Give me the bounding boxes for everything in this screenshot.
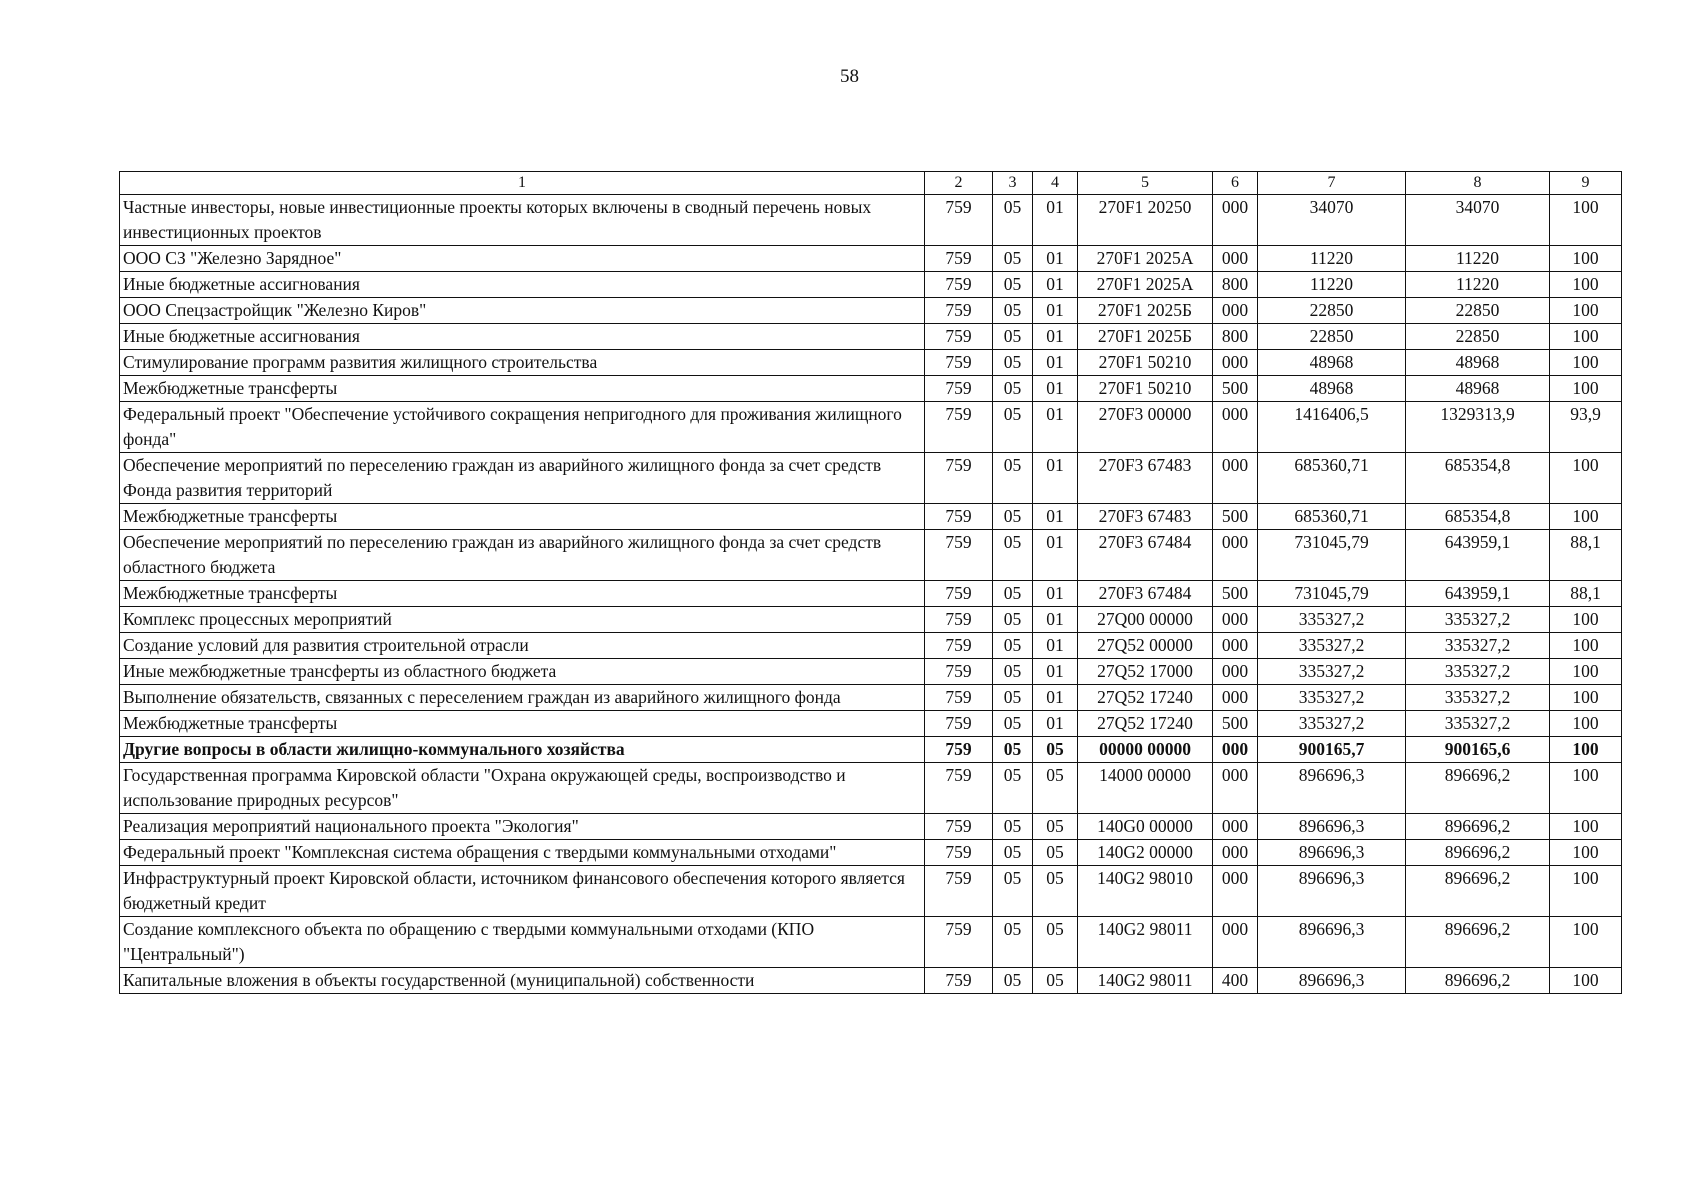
code-expense-type: 500 <box>1213 376 1258 402</box>
code-admin: 759 <box>925 195 993 246</box>
code-admin: 759 <box>925 298 993 324</box>
code-section: 05 <box>993 298 1033 324</box>
percent-executed: 100 <box>1550 917 1622 968</box>
code-subsection: 01 <box>1033 607 1078 633</box>
code-target-article: 140G2 00000 <box>1078 840 1213 866</box>
code-section: 05 <box>993 633 1033 659</box>
amount-planned: 335327,2 <box>1258 711 1406 737</box>
percent-executed: 100 <box>1550 324 1622 350</box>
amount-planned: 896696,3 <box>1258 968 1406 994</box>
code-subsection: 01 <box>1033 504 1078 530</box>
amount-planned: 22850 <box>1258 298 1406 324</box>
row-name: Обеспечение мероприятий по переселению граждан из аварийного жилищного фонда за счет средств областного бюджета <box>120 530 925 581</box>
code-section: 05 <box>993 711 1033 737</box>
code-expense-type: 000 <box>1213 814 1258 840</box>
amount-executed: 1329313,9 <box>1406 402 1550 453</box>
amount-planned: 1416406,5 <box>1258 402 1406 453</box>
code-admin: 759 <box>925 530 993 581</box>
amount-planned: 34070 <box>1258 195 1406 246</box>
row-name: Федеральный проект "Комплексная система обращения с твердыми коммунальными отходами" <box>120 840 925 866</box>
row-name: Создание комплексного объекта по обращению с твердыми коммунальными отходами (КПО "Центральный") <box>120 917 925 968</box>
code-expense-type: 000 <box>1213 195 1258 246</box>
code-subsection: 01 <box>1033 530 1078 581</box>
code-admin: 759 <box>925 737 993 763</box>
table-row <box>120 195 1622 246</box>
code-target-article: 270F3 67483 <box>1078 453 1213 504</box>
code-expense-type: 000 <box>1213 737 1258 763</box>
code-expense-type: 000 <box>1213 607 1258 633</box>
percent-executed: 100 <box>1550 453 1622 504</box>
code-expense-type: 400 <box>1213 968 1258 994</box>
header-col-5: 5 <box>1078 172 1213 195</box>
amount-planned: 48968 <box>1258 350 1406 376</box>
table-row <box>120 504 1622 530</box>
row-name: Государственная программа Кировской области "Охрана окружающей среды, воспроизводство и использование природных ресурсов" <box>120 763 925 814</box>
code-section: 05 <box>993 504 1033 530</box>
row-name: Иные межбюджетные трансферты из областного бюджета <box>120 659 925 685</box>
code-section: 05 <box>993 763 1033 814</box>
code-admin: 759 <box>925 402 993 453</box>
code-target-article: 140G2 98010 <box>1078 866 1213 917</box>
table-row <box>120 763 1622 814</box>
code-target-article: 270F3 67484 <box>1078 581 1213 607</box>
amount-executed: 335327,2 <box>1406 607 1550 633</box>
code-expense-type: 500 <box>1213 581 1258 607</box>
code-subsection: 01 <box>1033 402 1078 453</box>
code-section: 05 <box>993 350 1033 376</box>
code-subsection: 01 <box>1033 195 1078 246</box>
amount-executed: 22850 <box>1406 324 1550 350</box>
code-subsection: 01 <box>1033 350 1078 376</box>
row-name: Инфраструктурный проект Кировской области, источником финансового обеспечения которого является бюджетный кредит <box>120 866 925 917</box>
code-subsection: 01 <box>1033 685 1078 711</box>
percent-executed: 100 <box>1550 298 1622 324</box>
amount-planned: 335327,2 <box>1258 685 1406 711</box>
code-expense-type: 800 <box>1213 272 1258 298</box>
code-target-article: 27Q52 17000 <box>1078 659 1213 685</box>
code-section: 05 <box>993 272 1033 298</box>
code-subsection: 01 <box>1033 633 1078 659</box>
percent-executed: 100 <box>1550 814 1622 840</box>
code-expense-type: 000 <box>1213 453 1258 504</box>
code-target-article: 14000 00000 <box>1078 763 1213 814</box>
code-admin: 759 <box>925 866 993 917</box>
row-name: Капитальные вложения в объекты государственной (муниципальной) собственности <box>120 968 925 994</box>
row-name: Федеральный проект "Обеспечение устойчивого сокращения непригодного для проживания жилищного фонда" <box>120 402 925 453</box>
code-admin: 759 <box>925 763 993 814</box>
code-expense-type: 000 <box>1213 530 1258 581</box>
code-admin: 759 <box>925 272 993 298</box>
row-name: Иные бюджетные ассигнования <box>120 324 925 350</box>
header-col-4: 4 <box>1033 172 1078 195</box>
table-row <box>120 350 1622 376</box>
code-admin: 759 <box>925 350 993 376</box>
code-expense-type: 000 <box>1213 350 1258 376</box>
code-section: 05 <box>993 737 1033 763</box>
row-name: Иные бюджетные ассигнования <box>120 272 925 298</box>
amount-executed: 48968 <box>1406 350 1550 376</box>
table-body <box>120 195 1622 994</box>
table-row <box>120 298 1622 324</box>
code-admin: 759 <box>925 453 993 504</box>
code-subsection: 05 <box>1033 968 1078 994</box>
page-number: 58 <box>840 66 859 87</box>
percent-executed: 100 <box>1550 968 1622 994</box>
code-section: 05 <box>993 685 1033 711</box>
table-row <box>120 324 1622 350</box>
code-target-article: 270F1 2025Б <box>1078 324 1213 350</box>
row-name: Реализация мероприятий национального проекта "Экология" <box>120 814 925 840</box>
code-subsection: 05 <box>1033 840 1078 866</box>
code-expense-type: 500 <box>1213 711 1258 737</box>
table-row <box>120 866 1622 917</box>
budget-table <box>119 171 1622 994</box>
amount-executed: 11220 <box>1406 246 1550 272</box>
code-target-article: 270F3 00000 <box>1078 402 1213 453</box>
percent-executed: 100 <box>1550 607 1622 633</box>
table-row <box>120 737 1622 763</box>
code-admin: 759 <box>925 917 993 968</box>
table-row <box>120 246 1622 272</box>
code-subsection: 01 <box>1033 246 1078 272</box>
amount-planned: 335327,2 <box>1258 659 1406 685</box>
table-row <box>120 633 1622 659</box>
code-subsection: 01 <box>1033 272 1078 298</box>
percent-executed: 100 <box>1550 840 1622 866</box>
percent-executed: 93,9 <box>1550 402 1622 453</box>
percent-executed: 100 <box>1550 195 1622 246</box>
row-name: Межбюджетные трансферты <box>120 376 925 402</box>
row-name: Выполнение обязательств, связанных с переселением граждан из аварийного жилищного фонда <box>120 685 925 711</box>
code-section: 05 <box>993 530 1033 581</box>
percent-executed: 100 <box>1550 376 1622 402</box>
table-row <box>120 685 1622 711</box>
code-section: 05 <box>993 866 1033 917</box>
code-admin: 759 <box>925 711 993 737</box>
amount-planned: 731045,79 <box>1258 530 1406 581</box>
amount-planned: 685360,71 <box>1258 504 1406 530</box>
percent-executed: 100 <box>1550 633 1622 659</box>
code-admin: 759 <box>925 814 993 840</box>
amount-executed: 335327,2 <box>1406 633 1550 659</box>
percent-executed: 100 <box>1550 350 1622 376</box>
amount-executed: 685354,8 <box>1406 504 1550 530</box>
code-target-article: 27Q52 17240 <box>1078 711 1213 737</box>
code-subsection: 05 <box>1033 866 1078 917</box>
code-subsection: 01 <box>1033 376 1078 402</box>
table-row <box>120 402 1622 453</box>
code-section: 05 <box>993 840 1033 866</box>
table-row <box>120 530 1622 581</box>
table-row <box>120 659 1622 685</box>
percent-executed: 100 <box>1550 272 1622 298</box>
code-subsection: 01 <box>1033 581 1078 607</box>
amount-executed: 896696,2 <box>1406 968 1550 994</box>
amount-executed: 896696,2 <box>1406 917 1550 968</box>
code-admin: 759 <box>925 581 993 607</box>
header-col-2: 2 <box>925 172 993 195</box>
row-name: Межбюджетные трансферты <box>120 581 925 607</box>
table-row <box>120 917 1622 968</box>
code-section: 05 <box>993 968 1033 994</box>
amount-planned: 685360,71 <box>1258 453 1406 504</box>
code-target-article: 270F1 50210 <box>1078 350 1213 376</box>
code-expense-type: 000 <box>1213 685 1258 711</box>
amount-planned: 896696,3 <box>1258 917 1406 968</box>
code-admin: 759 <box>925 324 993 350</box>
amount-planned: 335327,2 <box>1258 633 1406 659</box>
amount-planned: 731045,79 <box>1258 581 1406 607</box>
code-subsection: 05 <box>1033 763 1078 814</box>
header-col-7: 7 <box>1258 172 1406 195</box>
amount-executed: 22850 <box>1406 298 1550 324</box>
header-col-8: 8 <box>1406 172 1550 195</box>
code-expense-type: 000 <box>1213 298 1258 324</box>
row-name: Комплекс процессных мероприятий <box>120 607 925 633</box>
code-admin: 759 <box>925 685 993 711</box>
amount-planned: 896696,3 <box>1258 814 1406 840</box>
amount-planned: 48968 <box>1258 376 1406 402</box>
code-expense-type: 500 <box>1213 504 1258 530</box>
code-section: 05 <box>993 607 1033 633</box>
code-admin: 759 <box>925 246 993 272</box>
code-expense-type: 000 <box>1213 917 1258 968</box>
code-admin: 759 <box>925 633 993 659</box>
table-row <box>120 376 1622 402</box>
code-section: 05 <box>993 324 1033 350</box>
amount-executed: 11220 <box>1406 272 1550 298</box>
code-section: 05 <box>993 917 1033 968</box>
header-col-3: 3 <box>993 172 1033 195</box>
amount-executed: 896696,2 <box>1406 763 1550 814</box>
code-target-article: 270F1 2025Б <box>1078 298 1213 324</box>
header-row <box>120 172 1622 195</box>
code-target-article: 140G2 98011 <box>1078 917 1213 968</box>
amount-executed: 900165,6 <box>1406 737 1550 763</box>
code-admin: 759 <box>925 504 993 530</box>
percent-executed: 100 <box>1550 246 1622 272</box>
code-expense-type: 000 <box>1213 402 1258 453</box>
code-subsection: 01 <box>1033 298 1078 324</box>
code-target-article: 27Q52 00000 <box>1078 633 1213 659</box>
amount-executed: 685354,8 <box>1406 453 1550 504</box>
percent-executed: 100 <box>1550 737 1622 763</box>
code-subsection: 01 <box>1033 324 1078 350</box>
code-admin: 759 <box>925 659 993 685</box>
amount-planned: 896696,3 <box>1258 866 1406 917</box>
row-name: Межбюджетные трансферты <box>120 504 925 530</box>
row-name: ООО Спецзастройщик "Железно Киров" <box>120 298 925 324</box>
code-section: 05 <box>993 246 1033 272</box>
code-section: 05 <box>993 659 1033 685</box>
header-col-9: 9 <box>1550 172 1622 195</box>
row-name: Другие вопросы в области жилищно-коммунального хозяйства <box>120 737 925 763</box>
percent-executed: 100 <box>1550 685 1622 711</box>
code-subsection: 05 <box>1033 814 1078 840</box>
code-subsection: 05 <box>1033 917 1078 968</box>
code-expense-type: 800 <box>1213 324 1258 350</box>
table-row <box>120 581 1622 607</box>
percent-executed: 88,1 <box>1550 581 1622 607</box>
amount-planned: 11220 <box>1258 246 1406 272</box>
amount-executed: 896696,2 <box>1406 866 1550 917</box>
code-section: 05 <box>993 814 1033 840</box>
code-target-article: 270F1 2025А <box>1078 272 1213 298</box>
amount-executed: 896696,2 <box>1406 814 1550 840</box>
code-target-article: 27Q00 00000 <box>1078 607 1213 633</box>
header-col-6: 6 <box>1213 172 1258 195</box>
code-target-article: 270F1 50210 <box>1078 376 1213 402</box>
code-target-article: 140G2 98011 <box>1078 968 1213 994</box>
code-expense-type: 000 <box>1213 633 1258 659</box>
code-target-article: 27Q52 17240 <box>1078 685 1213 711</box>
code-target-article: 270F1 20250 <box>1078 195 1213 246</box>
amount-executed: 335327,2 <box>1406 685 1550 711</box>
code-admin: 759 <box>925 840 993 866</box>
code-section: 05 <box>993 376 1033 402</box>
table-row <box>120 711 1622 737</box>
amount-executed: 34070 <box>1406 195 1550 246</box>
amount-executed: 48968 <box>1406 376 1550 402</box>
percent-executed: 100 <box>1550 866 1622 917</box>
code-expense-type: 000 <box>1213 246 1258 272</box>
code-target-article: 270F3 67483 <box>1078 504 1213 530</box>
row-name: Обеспечение мероприятий по переселению граждан из аварийного жилищного фонда за счет средств Фонда развития территорий <box>120 453 925 504</box>
code-expense-type: 000 <box>1213 763 1258 814</box>
row-name: Частные инвесторы, новые инвестиционные проекты которых включены в сводный перечень новых инвестиционных проектов <box>120 195 925 246</box>
code-target-article: 270F3 67484 <box>1078 530 1213 581</box>
table-row <box>120 607 1622 633</box>
row-name: ООО СЗ "Железно Зарядное" <box>120 246 925 272</box>
amount-executed: 643959,1 <box>1406 581 1550 607</box>
amount-executed: 896696,2 <box>1406 840 1550 866</box>
row-name: Межбюджетные трансферты <box>120 711 925 737</box>
table-row <box>120 840 1622 866</box>
row-name: Стимулирование программ развития жилищного строительства <box>120 350 925 376</box>
code-subsection: 01 <box>1033 659 1078 685</box>
code-admin: 759 <box>925 376 993 402</box>
code-subsection: 05 <box>1033 737 1078 763</box>
code-section: 05 <box>993 453 1033 504</box>
code-target-article: 00000 00000 <box>1078 737 1213 763</box>
table-row <box>120 453 1622 504</box>
percent-executed: 100 <box>1550 504 1622 530</box>
percent-executed: 100 <box>1550 711 1622 737</box>
code-expense-type: 000 <box>1213 659 1258 685</box>
percent-executed: 100 <box>1550 763 1622 814</box>
code-admin: 759 <box>925 607 993 633</box>
amount-planned: 896696,3 <box>1258 840 1406 866</box>
code-subsection: 01 <box>1033 711 1078 737</box>
header-col-1: 1 <box>120 172 925 195</box>
code-subsection: 01 <box>1033 453 1078 504</box>
row-name: Создание условий для развития строительной отрасли <box>120 633 925 659</box>
amount-executed: 335327,2 <box>1406 659 1550 685</box>
amount-planned: 335327,2 <box>1258 607 1406 633</box>
code-section: 05 <box>993 581 1033 607</box>
code-target-article: 270F1 2025А <box>1078 246 1213 272</box>
table-row <box>120 814 1622 840</box>
amount-planned: 900165,7 <box>1258 737 1406 763</box>
code-section: 05 <box>993 402 1033 453</box>
code-expense-type: 000 <box>1213 840 1258 866</box>
percent-executed: 88,1 <box>1550 530 1622 581</box>
code-section: 05 <box>993 195 1033 246</box>
table-row <box>120 968 1622 994</box>
amount-executed: 643959,1 <box>1406 530 1550 581</box>
code-expense-type: 000 <box>1213 866 1258 917</box>
amount-planned: 22850 <box>1258 324 1406 350</box>
amount-planned: 896696,3 <box>1258 763 1406 814</box>
code-admin: 759 <box>925 968 993 994</box>
table-row <box>120 272 1622 298</box>
percent-executed: 100 <box>1550 659 1622 685</box>
amount-executed: 335327,2 <box>1406 711 1550 737</box>
code-target-article: 140G0 00000 <box>1078 814 1213 840</box>
amount-planned: 11220 <box>1258 272 1406 298</box>
